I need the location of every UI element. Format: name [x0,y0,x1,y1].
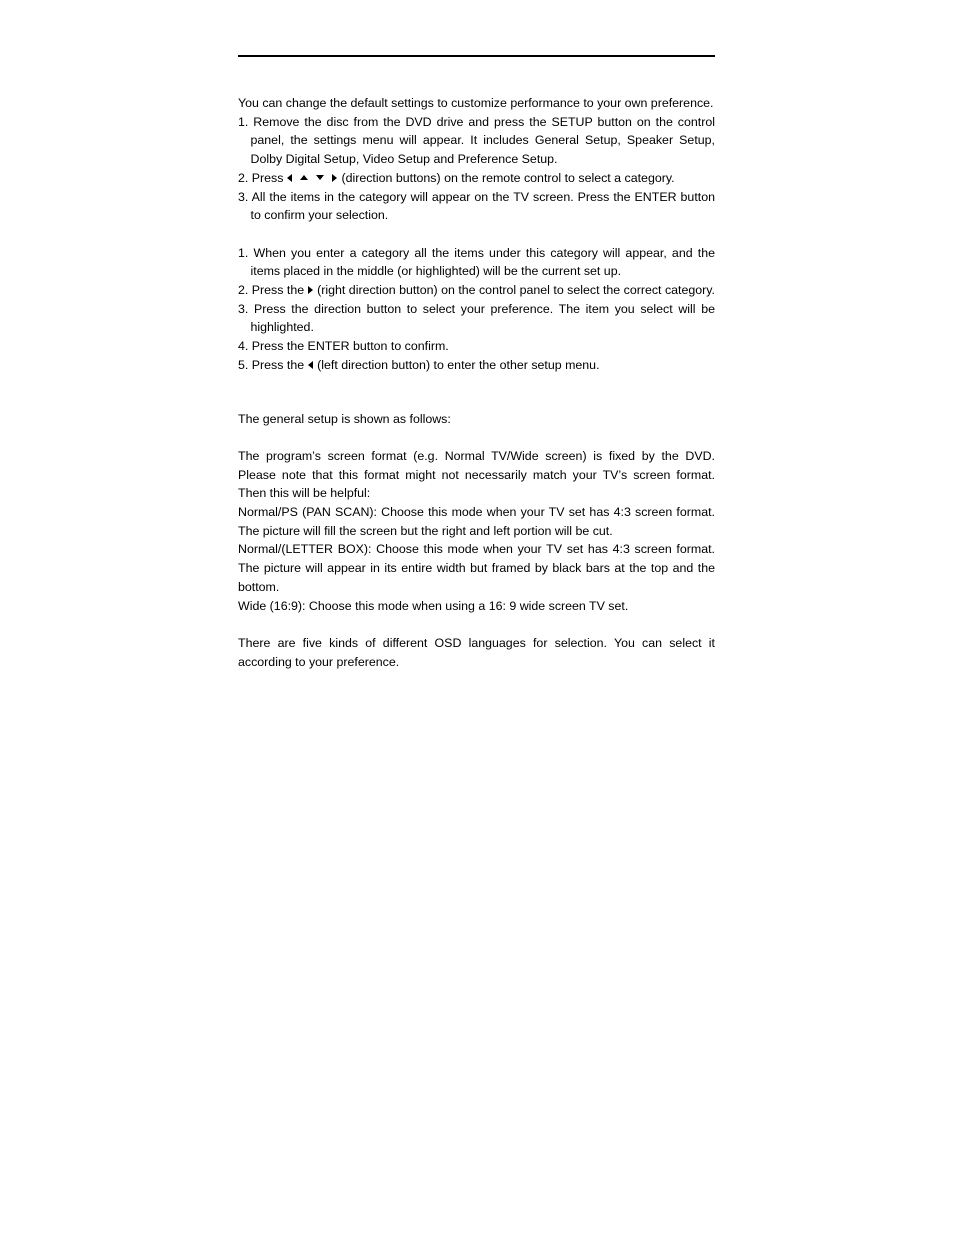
category-step-5 [238,356,715,375]
left-triangle-icon [308,361,313,369]
tv-format-paragraph-3: Normal/(LETTER BOX): Choose this mode when your TV set has 4:3 screen format. The picture will appear in its entire width but framed by black bars at the top and the bottom. [238,542,715,594]
category-step-2-prefix: 2. Press the [238,283,305,298]
tv-format-paragraph-4: Wide (16:9): Choose this mode when using a 16: 9 wide screen TV set. [238,598,629,613]
category-step-5-suffix: (left direction button) to enter the other setup menu. [317,357,600,372]
right-triangle-icon [308,286,313,294]
setup-step-2-suffix: (direction buttons) on the remote control to select a category. [341,170,675,185]
category-step-5-prefix: 5. Press the [238,357,305,372]
category-step-2-suffix: (right direction button) on the control panel to select the correct category. [317,283,715,298]
setup-step-2 [238,169,715,188]
intro-paragraph: You can change the default settings to customize performance to your own preference. [238,96,714,110]
category-step-1: 1. When you enter a category all the items under this category will appear, and the items placed in the middle (or highlighted) will be the current set up. [238,245,715,279]
spacer [238,428,715,447]
down-triangle-icon [316,175,324,180]
category-step-2 [238,281,715,300]
left-triangle-icon [287,174,292,182]
setup-step-1: 1. Remove the disc from the DVD drive and press the SETUP button on the control panel, the settings menu will appear. It includes General Setup, Speaker Setup, Dolby Digital Setup, Video Setup and Preference Setup. [238,114,715,167]
setup-step-2-prefix: 2. Press [238,170,284,185]
setup-step-3: 3. All the items in the category will appear on the TV screen. Press the ENTER button to confirm your selection. [238,189,715,223]
spacer [238,375,715,410]
tv-format-paragraph-1: The program’s screen format (e.g. Normal TV/Wide screen) is fixed by the DVD. Please note that this format might not necessarily match your TV’s screen format. Then this will be helpful: [238,448,715,501]
general-setup-intro: The general setup is shown as follows: [238,411,451,426]
osd-language-paragraph: There are five kinds of different OSD languages for selection. You can select it according to your preference. [238,635,715,669]
spacer [238,615,715,634]
page-content [238,94,715,671]
category-step-3: 3. Press the direction button to select your preference. The item you select will be highlighted. [238,301,715,335]
spacer [238,225,715,244]
category-step-4: 4. Press the ENTER button to confirm. [238,339,449,354]
up-triangle-icon [300,175,308,180]
header-rule [238,55,715,57]
right-triangle-icon [332,174,337,182]
tv-format-paragraph-2: Normal/PS (PAN SCAN): Choose this mode when your TV set has 4:3 screen format. The picture will fill the screen but the right and left portion will be cut. [238,505,715,538]
